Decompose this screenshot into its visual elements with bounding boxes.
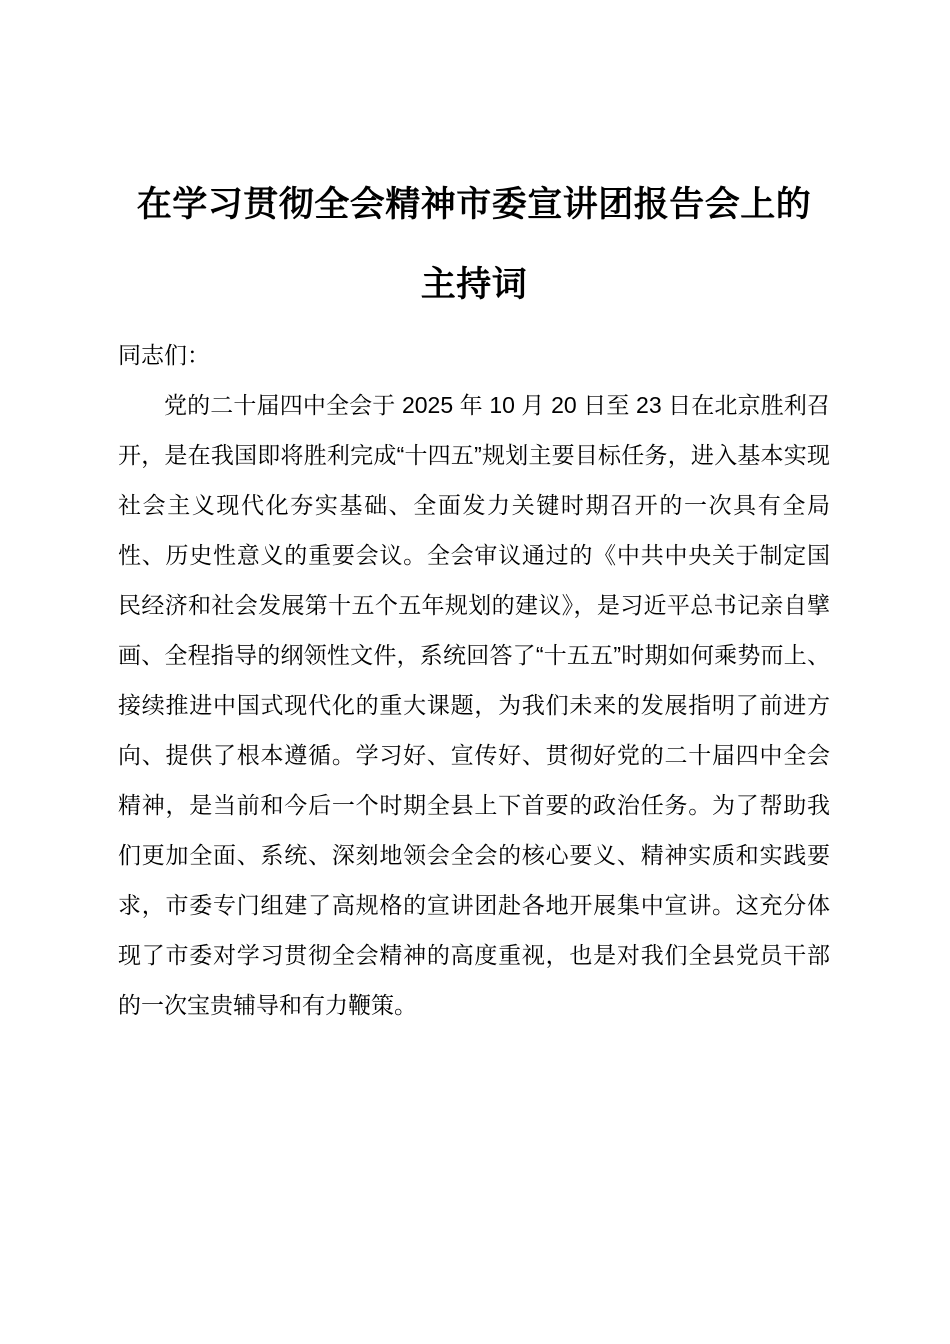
salutation: 同志们： xyxy=(118,342,210,368)
document-title-line-2: 主持词 xyxy=(420,265,528,304)
body-paragraph: 党的二十届四中全会于 2025 年 10 月 20 日至 23 日在北京胜利召开，是在我国即将胜利完成“十四五”规划主要目标任务，进入基本实现社会主义现代化夯实基础、全面发力关键时期召开的一次具有全局性、历史性意义的重要会议。全会审议通过的《中共中央关于制定国民经济和社会发展第十五个五年规划的建议》，是习近平总书记亲自擘画、全程指导的纲领性文件，系统回答了“十五五”时期如何乘势而上、接续推进中国式现代化的重大课题，为我们未来的发展指明了前进方向、提供了根本遵循。学习好、宣传好、贯彻好党的二十届四中全会精神，是当前和今后一个时期全县上下首要的政治任务。为了帮助我们更加全面、系统、深刻地领会全会的核心要义、精神实质和实践要求，市委专门组建了高规格的宣讲团赴各地开展集中宣讲。这充分体现了市委对学习贯彻全会精神的高度重视，也是对我们全县党员干部的一次宝贵辅导和有力鞭策。 xyxy=(118,392,830,1018)
document-title xyxy=(118,165,830,325)
document-title-line-1: 在学习贯彻全会精神市委宣讲团报告会上的 xyxy=(136,185,812,224)
